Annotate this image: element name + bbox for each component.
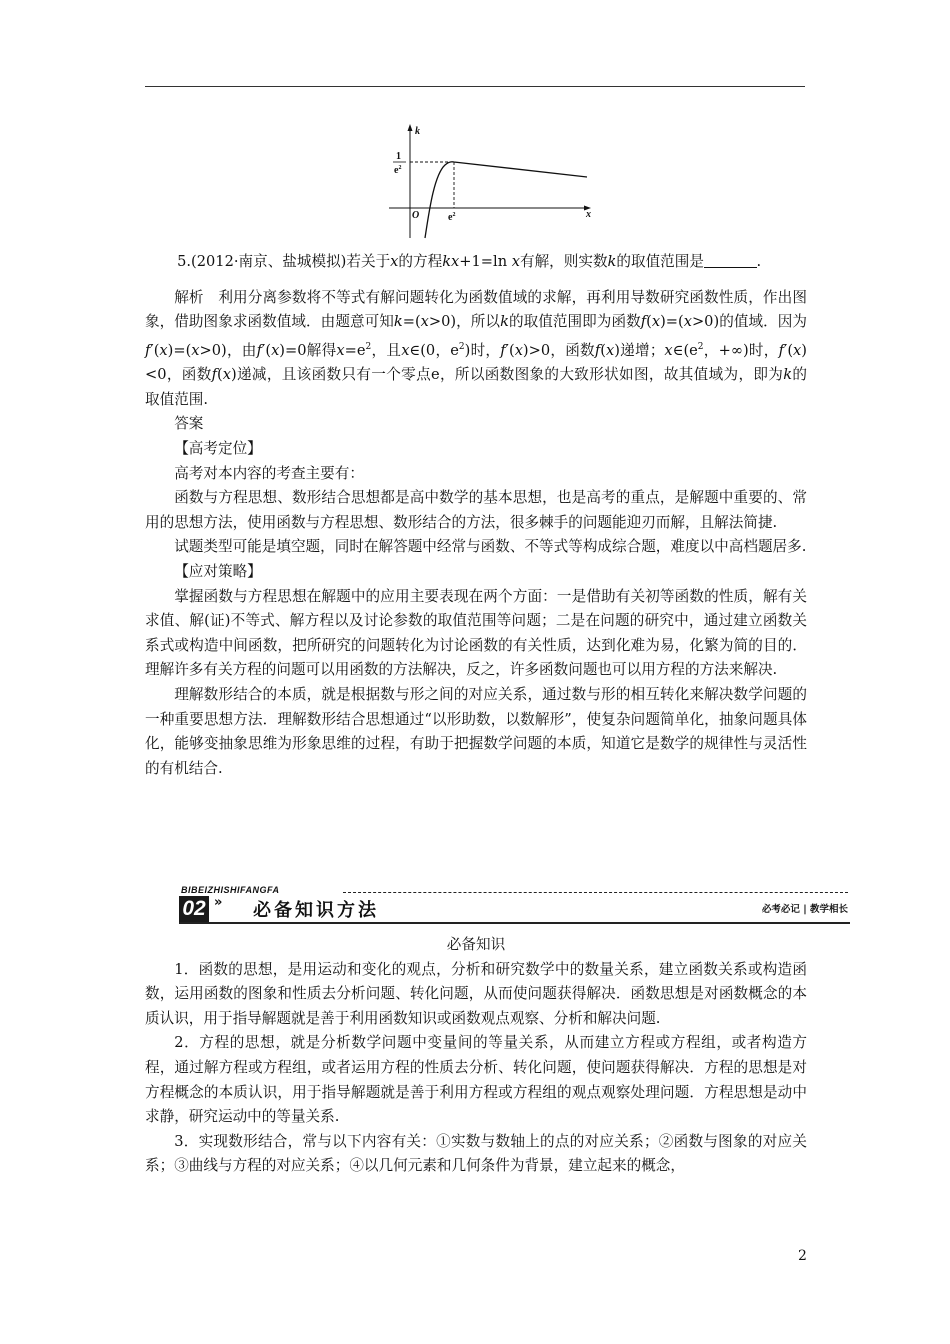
x-axis-label: x xyxy=(586,209,591,220)
page-number: 2 xyxy=(798,1248,807,1264)
knowledge-block xyxy=(145,933,807,1179)
banner-underline xyxy=(179,922,850,924)
gaokao-paragraph-2: 试题类型可能是填空题，同时在解答题中经常与函数、不等式等构成综合题，难度以中高档题居多. xyxy=(174,538,807,556)
answer-blank xyxy=(704,252,757,268)
y-mark-numerator: 1 xyxy=(396,151,401,162)
section-banner xyxy=(145,883,850,925)
strategy-paragraph-2: 理解数形结合的本质，就是根据数与形之间的对应关系，通过数与形的相互转化来解决数学问题的一种重要思想方法．理解数形结合思想通过“以形助数，以数解形”，使复杂问题简单化，抽象问题具体化，能够变抽象思维为形象思维的过程，有助于把握数学问题的本质，知道它是数学的规律性与灵活性的有机结合. xyxy=(145,685,807,777)
function-curve xyxy=(425,162,587,238)
banner-dashed-line xyxy=(343,892,848,893)
y-axis-label: k xyxy=(415,126,420,137)
gaokao-paragraph-1: 函数与方程思想、数形结合思想都是高中数学的基本思想，也是高考的重点，是解题中重要的、常用的思想方法，使用函数与方程思想、数形结合的方法，很多棘手的问题能迎刃而解，且解法简捷. xyxy=(145,489,807,531)
header-rule xyxy=(145,86,805,87)
knowledge-item-3: 3．实现数形结合，常与以下内容有关：①实数与数轴上的点的对应关系；②函数与图象的对应关系；③曲线与方程的对应关系；④以几何元素和几何条件为背景，建立起来的概念， xyxy=(145,1132,807,1175)
banner-pinyin: BIBEIZHISHIFANGFA xyxy=(181,885,280,895)
analysis-paragraph: 解析 利用分离参数将不等式有解问题转化为函数值域的求解，再利用导数研究函数性质，作出图象，借助图象求函数值域．由题意可知k=(x>0)，所以k的取值范围即为函数f(x)=(x>0)的值域．因为f′(x)=(x>0)，由f′(x)=0解得$x=e^2$，且x∈(0，$e^2$)时，f′(x)>0，函数f(x)递增；$x\in(e^2$，+∞)时，f′(x)<0，函数f(x)递减，且该函数只有一个零点e，所以函数图象的大致形状如图，故其值域为，即为k的取值范围. xyxy=(145,288,807,408)
knowledge-item-2: 2．方程的思想，就是分析数学问题中变量间的等量关系，从而建立方程或方程组，或者构造方程，通过解方程或方程组，或者运用方程的性质去分析、转化问题，使问题获得解决．方程的思想是对方程概念的本质认识，用于指导解题就是善于利用方程或方程组的观点观察处理问题．方程思想是动中求静，研究运动中的等量关系. xyxy=(145,1034,807,1126)
y-axis-arrow xyxy=(408,124,413,131)
section-title: 必备知识方法 xyxy=(253,900,379,921)
gaokao-intro: 高考对本内容的考查主要有： xyxy=(174,464,364,482)
answer-label: 答案 xyxy=(174,415,204,433)
section-number-badge: 02 xyxy=(179,896,209,922)
y-mark-denominator: $e^2$ xyxy=(394,165,402,176)
problem-block xyxy=(145,250,807,781)
knowledge-heading: 必备知识 xyxy=(446,936,506,953)
function-graph-figure xyxy=(385,120,600,240)
problem-number: 5. xyxy=(177,253,192,270)
strategy-paragraph-1: 掌握函数与方程思想在解题中的应用主要表现在两个方面：一是借助有关初等函数的性质，解有关求值、解(证)不等式、解方程以及讨论参数的取值范围等问题；二是在问题的研究中，通过建立函数关系式或构造中间函数，把所研究的问题转化为讨论函数的有关性质，达到化难为易，化繁为简的目的．理解许多有关方程的问题可以用函数的方法解决，反之，许多函数问题也可以用方程的方法来解决. xyxy=(145,587,807,679)
section-tagline: 必考必记 | 教学相长 xyxy=(761,904,848,915)
analysis-label: 解析 xyxy=(174,288,204,306)
chevron-icon: » xyxy=(214,895,223,910)
x-mark-label: $e^2$ xyxy=(448,212,456,223)
strategy-heading: 【应对策略】 xyxy=(174,562,262,580)
problem-statement: 5.(2012·南京、盐城模拟)若关于x的方程kx+1=ln x有解，则实数k的取值范围是 . xyxy=(177,253,762,270)
knowledge-item-1: 1．函数的思想，是用运动和变化的观点，分析和研究数学中的数量关系，建立函数关系或构造函数，运用函数的图象和性质去分析问题、转化问题，从而使问题获得解决．函数思想是对函数概念的本质认识，用于指导解题就是善于利用函数知识或函数观点观察、分析和解决问题. xyxy=(145,960,807,1027)
problem-source: (2012·南京、盐城模拟) xyxy=(191,253,347,270)
gaokao-heading: 【高考定位】 xyxy=(174,440,262,458)
origin-label: O xyxy=(412,210,420,221)
